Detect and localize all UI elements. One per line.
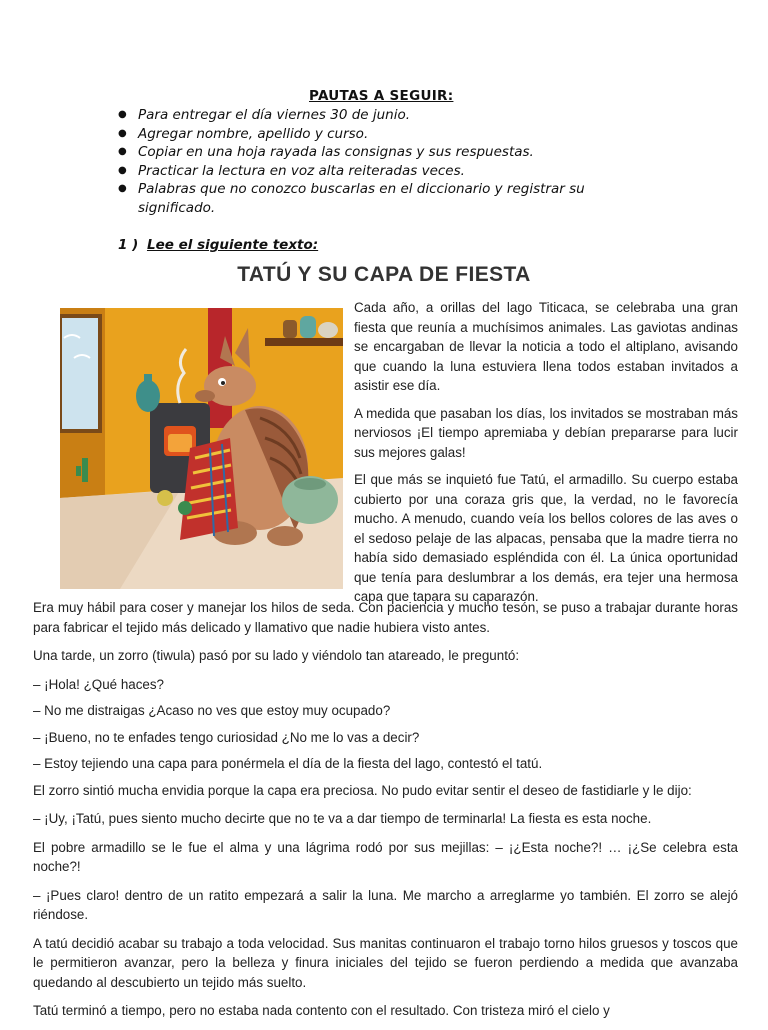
story-title: TATÚ Y SU CAPA DE FIESTA bbox=[237, 263, 531, 286]
instruction-item: ● Agregar nombre, apellido y curso. bbox=[118, 125, 638, 144]
story-body bbox=[33, 598, 738, 1030]
question-number: 1 ) bbox=[118, 237, 139, 253]
dialogue-line: – ¡Bueno, no te enfades tengo curiosidad ¿No me lo vas a decir? bbox=[33, 729, 420, 745]
instructions-title: PAUTAS A SEGUIR: bbox=[309, 88, 454, 104]
dialogue-line: – Estoy tejiendo una capa para ponérmela el día de la fiesta del lago, contestó el tatú. bbox=[33, 756, 543, 771]
story-paragraph: El pobre armadillo se le fue el alma y una lágrima rodó por sus mejillas: – ¡¿Esta noche?! … ¡¿Se celebra esta noche?! bbox=[33, 839, 738, 874]
instructions-list bbox=[118, 106, 638, 217]
story-paragraph: El zorro sintió mucha envidia porque la capa era preciosa. No pudo evitar sentir el deseo de fastidiarle y le dijo: bbox=[33, 782, 692, 798]
dialogue-line: – ¡Uy, ¡Tatú, pues siento mucho decirte que no te va a dar tiempo de terminarla! La fiesta es esta noche. bbox=[33, 811, 652, 826]
instruction-item: ● Copiar en una hoja rayada las consignas y sus respuestas. bbox=[118, 143, 638, 162]
story-paragraph: Cada año, a orillas del lago Titicaca, se celebraba una gran fiesta que reunía a muchísimos animales. Las gaviotas andinas se encargaban de llevar la noticia a todo el altiplano, avisando que cuando la luna estuviera llena todos estaban invitados a asistir ese día. bbox=[354, 300, 738, 393]
story-paragraph: Tatú terminó a tiempo, pero no estaba nada contento con el resultado. Con tristeza miró el cielo y bbox=[33, 1003, 610, 1018]
armadillo-illustration bbox=[60, 308, 343, 589]
story-paragraph: Una tarde, un zorro (tiwula) pasó por su lado y viéndolo tan atareado, le preguntó: bbox=[33, 648, 520, 663]
instruction-item: ● Palabras que no conozco buscarlas en el diccionario y registrar su significado. bbox=[118, 180, 638, 217]
story-paragraph: A medida que pasaban los días, los invitados se mostraban más nerviosos ¡El tiempo apremiaba y debían prepararse para lucir sus mejores galas! bbox=[354, 405, 738, 460]
dialogue-line: – ¡Hola! ¿Qué haces? bbox=[33, 676, 164, 692]
story-paragraph: A tatú decidió acabar su trabajo a toda velocidad. Sus manitas continuaron el trabajo torno hilos gruesos y toscos que le permitieron avanzar, pero la belleza y finura iniciales del tejido se fueron perdiendo a medida que avanzaba quedando al descubierto un tejido más suelto. bbox=[33, 935, 738, 990]
dialogue-line: – No me distraigas ¿Acaso no ves que estoy muy ocupado? bbox=[33, 703, 391, 718]
question-1 bbox=[118, 237, 318, 253]
story-paragraph: Era muy hábil para coser y manejar los hilos de seda. Con paciencia y mucho tesón, se puso a trabajar durante horas para fabricar el tejido más delicado y llamativo que nadie hubiera visto antes. bbox=[33, 600, 738, 635]
question-label: Lee el siguiente texto: bbox=[146, 237, 319, 253]
dialogue-line: – ¡Pues claro! dentro de un ratito empezará a salir la luna. Me marcho a arreglarme yo también. El zorro se alejó riéndose. bbox=[33, 887, 738, 922]
instruction-item: ● Practicar la lectura en voz alta reiteradas veces. bbox=[118, 162, 638, 181]
instruction-item: ● Para entregar el día viernes 30 de junio. bbox=[118, 106, 638, 125]
story-side-column bbox=[354, 298, 738, 615]
story-paragraph: El que más se inquietó fue Tatú, el armadillo. Su cuerpo estaba cubierto por una coraza gris que, la verdad, no le favorecía mucho. A menudo, cuando veía los bellos colores de las aves o el sedoso pelaje de las alpacas, pensaba que la madre tierra no había sido demasiado espléndida con él. La única oportunidad que tenía para deslumbrar a los demás, era tejer una hermosa capa que tapara su caparazón. bbox=[354, 472, 738, 604]
